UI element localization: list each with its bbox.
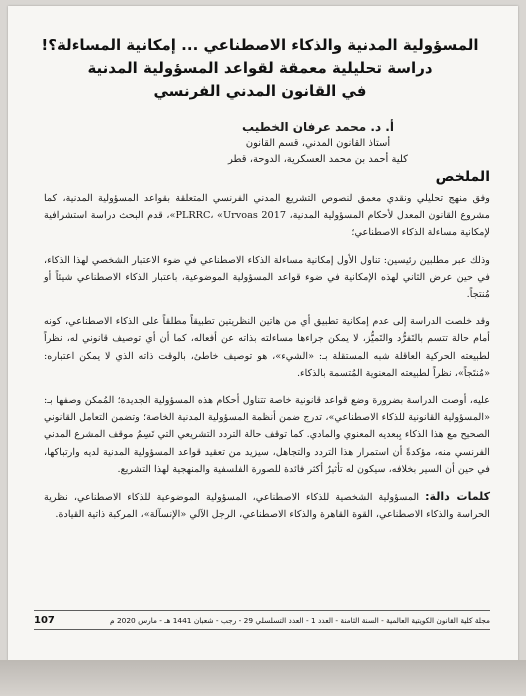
journal-footer (34, 610, 490, 630)
background-surface (0, 660, 526, 696)
title-line-2: دراسة تحليلية معمقة لقواعد المسؤولية المدنية (87, 59, 433, 77)
abstract-paragraph-3: وقد خلصت الدراسة إلى عدم إمكانية تطبيق أي من هاتين النظريتين تطبيقاً مطلقاً على الذكاء الاصطناعي، كونه أمام حالة تتسم بالتَفرُّد والتَميُّز، لا يمكن جراءها مساءلته بذاته عن أفعاله، كما أن أي توصيف قانوني له، نظراً لطبيعته الحركية العاقلة شبه المستقلة بـ: «الشيء»، هو توصيف خاطئ، بالوقت ذاته الذي لا يمكن اعتباره: «مُنتَجاً»، نظراً لطبيعته المعنوية المُتسمة بالذكاء. (44, 316, 490, 379)
author-position: أستاذ القانون المدني، قسم القانون (245, 138, 391, 149)
abstract-heading: الملخص (435, 169, 490, 185)
document-page (8, 6, 518, 666)
abstract-paragraph-1: وفق منهج تحليلي ونقدي معمق لنصوص التشريع المدني الفرنسي المتعلقة بقواعد المسؤولية المدنية، كما مشروع القانون المعدل لأحكام المسؤولية المدنية، PLRRC، «Urvoas 2017»، قدم البحث دراسة استشرافية لإمكانية مساءلة الذكاء الاصطناعي؛ (44, 193, 490, 239)
keywords-paragraph (44, 488, 490, 523)
abstract-paragraph-4: عليه، أوصت الدراسة بضرورة وضع قواعد قانونية خاصة تتناول أحكام هذه المسؤولية الجديدة؛ المُمكن وصفها بـ: «المسؤولية القانونية للذكاء الاصطناعي»، تدرج ضمن أنظمة المسؤولية المدنية الخاصة؛ وتضمن التعامل القانوني الصحيح مع هذا الذكاء بِبعديه المعنوي والمادي. كما توقف حالة التردد التشريعي التي تَسِمُ موقف المشرع المدني الفرنسي منه، مؤكدةً أن استمرار هذا التردد والتجاهل، سيزيد من تعقيد قواعد المسؤولية المدنية لديه وارتباكها، في حين أن السير بخلافه، سيكون له تأثيرٌ أكثر فائدة للصورة الفلسفية والمنهجية لهذا التشريع. (44, 395, 490, 475)
article-title (30, 34, 490, 103)
title-line-3: في القانون المدني الفرنسي (153, 82, 367, 100)
abstract-paragraph-2: وذلك عبر مطلبين رئيسين: تناول الأول إمكانية مساءلة الذكاء الاصطناعي في ضوء الاعتبار الشخصي لهذا الذكاء، في حين عرض الثاني لهذه الإمكانية في ضوء قواعد المسؤولية الموضوعية، باعتبار الذكاء الاصطناعي شيئاً أو مُنتجاً. (44, 254, 490, 301)
abstract-body (44, 190, 490, 533)
keywords-text: المسؤولية الشخصية للذكاء الاصطناعي، المسؤولية الموضوعية للذكاء الاصطناعي، نظرية الحراسة والذكاء الاصطناعي، القوة القاهرة والذكاء الاصطناعي، الرجل الآلي «الإنسآلة»، المركبة ذاتية القيادة. (44, 492, 490, 521)
journal-info: مجلة كلية القانون الكويتية العالمية - السنة الثامنة - العدد 1 - العدد التسلسلي 29 - رجب - شعبان 1441 هـ - مارس 2020 م (110, 615, 490, 625)
author-affiliation: كلية أحمد بن محمد العسكرية، الدوحة، قطر (228, 154, 408, 165)
author-block (198, 118, 438, 168)
title-line-1: المسؤولية المدنية والذكاء الاصطناعي ... إمكانية المساءلة؟! (41, 36, 479, 54)
page-number: 107 (34, 614, 55, 626)
keywords-label: كلمات دالة: (425, 490, 490, 504)
author-name: أ. د. محمد عرفان الخطيب (242, 120, 394, 134)
